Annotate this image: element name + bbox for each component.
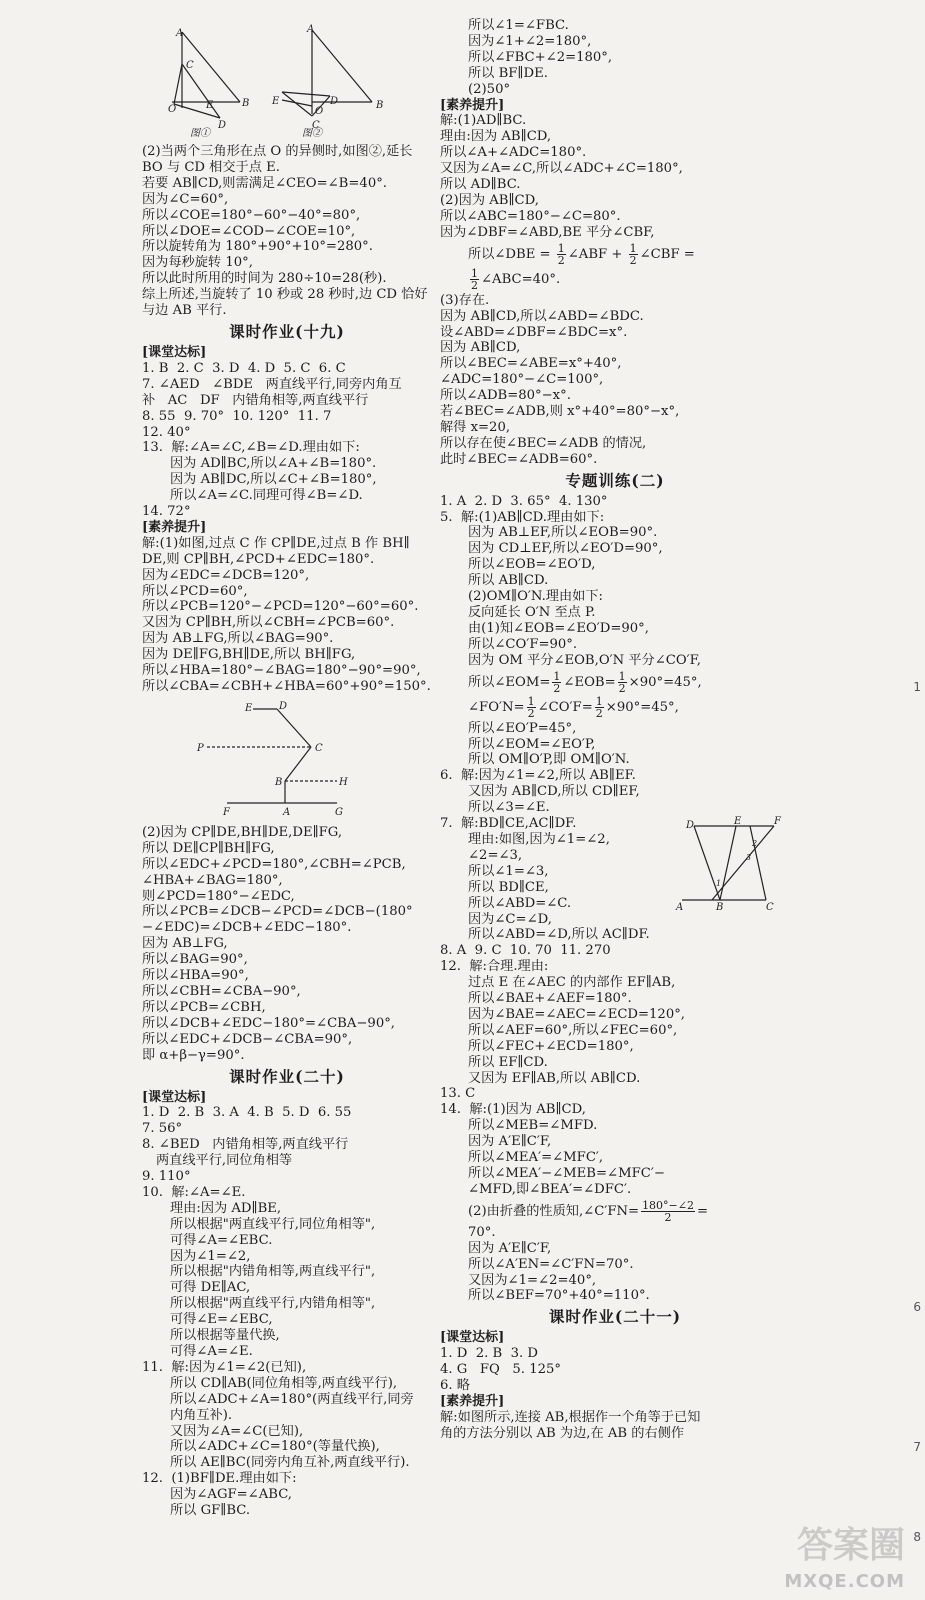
text-line: 解:(1)AD∥BC.: [440, 113, 527, 129]
text-line: 因为 AD∥BC,所以∠A+∠B=180°.: [170, 456, 377, 472]
text-line: 理由:因为 AB∥CD,: [440, 129, 552, 145]
text-line: 所以∠1=∠3,: [468, 863, 549, 879]
text-line: 12. (1)BF∥DE.理由如下:: [142, 1471, 297, 1487]
text-line: 因为∠C=60°,: [142, 191, 229, 207]
figure-label: 1: [716, 879, 722, 889]
text-line: (2)因为 AB∥CD,: [440, 192, 539, 208]
text-line: 若要 AB∥CD,则需满足∠CEO=∠B=40°.: [142, 175, 387, 191]
q7-block: [440, 816, 790, 927]
text-line: 因为 DE∥FG,BH∥DE,所以 BH∥FG,: [142, 647, 356, 663]
text: ×90°=45°,: [605, 699, 679, 715]
section-tag: [素养提升]: [440, 97, 505, 113]
text-line: 所以∠HBA=90°,: [142, 968, 249, 984]
denominator: 2: [664, 1210, 672, 1223]
figure-line: [174, 64, 182, 104]
figure-label: C: [312, 120, 320, 131]
text-line: 所以∠CO′F=90°.: [468, 636, 578, 652]
figure-label: A: [676, 902, 684, 913]
text-line: 所以∠EOM=∠EO′P,: [468, 736, 596, 752]
text-line: 因为∠C=∠D,: [468, 911, 552, 927]
text-line: BO 与 CD 相交于点 E.: [142, 159, 280, 175]
text-line: 所以 AB∥CD.: [468, 573, 549, 589]
text-line: 所以∠ADC+∠C=180°(等量代换),: [170, 1439, 380, 1455]
fraction: [470, 268, 479, 291]
figure-label: O: [168, 104, 177, 115]
text-line: 所以 BD∥CE,: [468, 879, 549, 895]
text-line: 又因为 EF∥AB,所以 AB∥CD.: [468, 1070, 641, 1086]
text-line: 可得 DE∥AC,: [170, 1280, 251, 1296]
figure-line: [282, 92, 330, 96]
text-line: 所以∠ADC+∠A=180°(两直线平行,同旁: [170, 1391, 414, 1407]
section-tag: [素养提升]: [142, 519, 207, 535]
text-line: ∠2=∠3,: [468, 847, 523, 863]
text-line: 13. 解:∠A=∠C,∠B=∠D.理由如下:: [142, 440, 360, 456]
watermark-text: 答案圈: [796, 1525, 905, 1566]
text-line: 又因为∠A=∠C,所以∠ADC+∠C=180°,: [440, 161, 683, 177]
text-line: 理由:如图,因为∠1=∠2,: [468, 831, 610, 847]
figure-label: B: [275, 776, 283, 788]
figure-label: B: [376, 100, 384, 111]
text-line: 所以 GF∥BC.: [170, 1503, 251, 1519]
text-line: 14. 解:(1)因为 AB∥CD,: [440, 1102, 586, 1118]
figure-label: E: [272, 96, 280, 107]
edge-char: 1: [913, 680, 921, 694]
text-line: 所以∠A=∠C.同理可得∠B=∠D.: [170, 488, 363, 504]
text-line: 所以∠ABD=∠C.: [468, 895, 572, 911]
text-line: 所以∠PCB=120°−∠PCD=120°−60°=60°.: [142, 599, 419, 615]
text-line: 可得∠A=∠E.: [170, 1344, 253, 1359]
text-line: 所以∠ABC=180°−∠C=80°.: [440, 208, 621, 224]
section-title: 专题训练(二): [565, 470, 665, 490]
text-line: 即 α+β−γ=90°.: [142, 1047, 245, 1063]
text-line: 4. G FQ 5. 125°: [440, 1362, 561, 1378]
text: ∠CBF =: [639, 246, 695, 262]
text-line: 角的方法分别以 AB 为边,在 AB 的右侧作: [440, 1425, 685, 1441]
figure-line: [750, 826, 766, 900]
text: ∠ABF +: [567, 246, 627, 262]
text-line: 由(1)知∠EOB=∠EO′D=90°,: [468, 620, 649, 636]
text: ∠ABC=40°.: [481, 271, 561, 287]
text: =: [697, 1203, 709, 1219]
figure-label: D: [279, 700, 288, 712]
numerator: 180°−∠2: [642, 1199, 694, 1212]
text-line: 又因为 CP∥BH,所以∠CBH=∠PCB=60°.: [142, 615, 395, 631]
edge-char: 7: [913, 1440, 921, 1454]
fraction: [595, 696, 604, 719]
text-line: 所以 AE∥BC(同旁内角互补,两直线平行).: [170, 1455, 410, 1471]
text-line: 两直线平行,同位角相等: [156, 1153, 293, 1169]
text-line: 因为 CD⊥EF,所以∠EO′D=90°,: [468, 541, 663, 557]
text-line: (2)OM∥O′N.理由如下:: [468, 589, 603, 605]
figure-label: D: [218, 120, 227, 131]
denominator: 2: [629, 253, 637, 266]
text-line: 所以∠EDC+∠PCD=180°,∠CBH=∠PCB,: [142, 856, 406, 872]
text-line: 所以∠PCB=∠CBH,: [142, 999, 266, 1015]
figure-label: 图①: [190, 128, 210, 139]
formula-line: [440, 671, 790, 694]
text-line: 因为 AB∥CD,: [440, 340, 521, 356]
text-line: 所以∠HBA=180°−∠BAG=180°−90°=90°,: [142, 663, 421, 679]
figure-line: [282, 92, 312, 116]
text-line: 1. B 2. C 3. D 4. D 5. C 6. C: [142, 360, 346, 376]
figure-label: C: [315, 742, 323, 754]
text-line: 所以 OM∥O′P,即 OM∥O′N.: [468, 752, 630, 768]
denominator: 2: [618, 681, 626, 694]
figure-label: P: [197, 742, 204, 754]
text: ∠EOB=: [563, 674, 616, 690]
text-line: 因为∠AGF=∠ABC,: [170, 1487, 293, 1503]
text-line: 6. 略: [440, 1378, 470, 1394]
fraction: [557, 243, 566, 266]
text-line: 所以根据"两直线平行,内错角相等",: [170, 1296, 376, 1312]
text-line: 所以∠CBH=∠CBA−90°,: [142, 983, 301, 999]
section-title: 课时作业(二十一): [548, 1307, 682, 1327]
text-line: 因为每秒旋转 10°,: [142, 255, 253, 271]
text-line: 补 AC DF 内错角相等,两直线平行: [142, 392, 369, 408]
text-line: 因为∠EDC=∠DCB=120°,: [142, 567, 310, 583]
figure-label: A: [176, 28, 184, 39]
text-line: 1. D 2. B 3. D: [440, 1346, 538, 1362]
denominator: 2: [553, 681, 561, 694]
text: ∠FO′N=: [468, 699, 525, 715]
text-line: 1. D 2. B 3. A 4. B 5. D 6. 55: [142, 1105, 352, 1121]
text-line: 解:如图所示,连接 AB,根据作一个角等于已知: [440, 1409, 701, 1425]
text-line: 设∠ABD=∠DBF=∠BDC=x°.: [440, 324, 628, 340]
text-line: 反向延长 O′N 至点 P.: [468, 605, 596, 620]
text-line: 所以 DE∥CP∥BH∥FG,: [142, 840, 275, 856]
numerator: 1: [471, 267, 478, 280]
text-line: 所以存在使∠BEC=∠ADB 的情况,: [440, 435, 647, 451]
text: 所以∠DBE =: [468, 246, 555, 262]
text-line: (2)因为 CP∥DE,BH∥DE,DE∥FG,: [142, 824, 343, 840]
text-line: 若∠BEC=∠ADB,则 x°+40°=80°−x°,: [440, 404, 680, 420]
text-line: 所以根据"内错角相等,两直线平行",: [170, 1264, 376, 1280]
text-line: ∠ADC=180°−∠C=100°,: [440, 372, 604, 388]
text-line: 理由:因为 AD∥BE,: [170, 1200, 282, 1216]
fraction: [641, 1200, 695, 1223]
text: 所以∠EOM=: [468, 674, 551, 690]
text-line: 因为 AB∥DC,所以∠C+∠B=180°,: [170, 472, 377, 488]
text-line: 所以旋转角为 180°+90°+10°=280°.: [142, 239, 373, 255]
text-line: 7. ∠AED ∠BDE 两直线平行,同旁内角互: [142, 376, 402, 392]
text-line: 9. 110°: [142, 1169, 191, 1185]
text: ×90°=45°,: [628, 674, 702, 690]
text-line: 又因为∠1=∠2=40°,: [468, 1272, 597, 1288]
text-line: 综上所述,当旋转了 10 秒或 28 秒时,边 CD 恰好: [142, 287, 428, 303]
figure-line: [720, 826, 736, 900]
text-line: 所以∠BEC=∠ABE=x°+40°,: [440, 356, 622, 372]
denominator: 2: [595, 706, 603, 719]
figure-label: D: [686, 820, 695, 832]
section-tag: [课堂达标]: [142, 1089, 207, 1105]
figure-label: A: [307, 24, 315, 35]
text-line: 因为 AB⊥FG,: [142, 936, 228, 952]
text-line: (2)50°: [468, 81, 511, 97]
text-line: 因为 OM 平分∠EOB,O′N 平分∠CO′F,: [468, 652, 701, 668]
text-line: 7. 解:BD∥CE,AC∥DF.: [440, 816, 577, 832]
text-line: 因为∠DBF=∠ABD,BE 平分∠CBF,: [440, 224, 655, 240]
denominator: 2: [471, 278, 478, 291]
text-line: 可得∠A=∠EBC.: [170, 1232, 273, 1248]
text-line: 所以根据等量代换,: [170, 1328, 280, 1344]
numerator: 1: [595, 695, 603, 708]
text-line: 12. 解:合理.理由:: [440, 959, 549, 975]
text-line: 14. 72°: [142, 504, 191, 520]
text-line: 所以∠EDC+∠DCB−∠CBA=90°,: [142, 1031, 353, 1047]
figure-label: C: [186, 60, 194, 71]
text-line: 12. 40°: [142, 424, 191, 440]
figure-label: C: [766, 902, 774, 913]
figure-label: D: [330, 96, 339, 107]
denominator: 2: [527, 706, 535, 719]
text-line: 所以∠A+∠ADC=180°.: [440, 145, 587, 161]
fraction: [552, 671, 561, 694]
text-line: 7. 56°: [142, 1121, 183, 1137]
edge-char: 8: [913, 1530, 921, 1544]
section-title: 课时作业(十九): [229, 321, 345, 341]
section-tag: [课堂达标]: [142, 344, 207, 360]
figure-label: E: [245, 702, 253, 714]
figure-label: E: [206, 100, 214, 111]
text-line: 因为 AB∥CD,所以∠ABD=∠BDC.: [440, 308, 644, 324]
right-column: [440, 18, 790, 1442]
figure-label: F: [774, 816, 781, 828]
text-line: 5. 解:(1)AB∥CD.理由如下:: [440, 509, 605, 525]
numerator: 1: [618, 670, 626, 683]
fraction: [527, 696, 536, 719]
text-line: (2)当两个三角形在点 O 的异侧时,如图②,延长: [142, 144, 413, 159]
figure-line: [312, 30, 372, 102]
numerator: 1: [557, 242, 565, 255]
numerator: 1: [629, 242, 637, 255]
figure-line: [285, 747, 311, 781]
text-line: 因为∠1=∠2,: [170, 1248, 251, 1264]
figure-label: B: [242, 98, 250, 109]
figure-label: 3: [746, 853, 752, 863]
text: ∠CO′F=: [537, 699, 593, 715]
text-line: 所以∠BAE+∠AEF=180°.: [468, 991, 632, 1007]
figure-line: [282, 100, 312, 106]
figure-q7: [674, 816, 784, 912]
text-line: 所以∠FEC+∠ECD=180°,: [468, 1038, 634, 1054]
figure-label: 图②: [302, 128, 322, 139]
text-line: 所以此时所用的时间为 280÷10=28(秒).: [142, 271, 387, 287]
formula-line: [440, 268, 790, 291]
text-line: 则∠PCD=180°−∠EDC,: [142, 888, 295, 904]
text-line: 11. 解:因为∠1=∠2(已知),: [142, 1359, 307, 1375]
figure-line: [694, 826, 720, 900]
figure-label: 2: [752, 839, 758, 849]
text-line: 所以∠MEB=∠MFD.: [468, 1118, 598, 1134]
text-line: 因为 AB⊥EF,所以∠EOB=90°.: [468, 525, 658, 541]
figure-label: F: [223, 806, 230, 818]
text-line: 8. A 9. C 10. 70 11. 270: [440, 943, 611, 959]
text-line: 此时∠BEC=∠ADB=60°.: [440, 451, 598, 467]
text-line: 所以∠ADB=80°−x°.: [440, 388, 571, 404]
text: (2)由折叠的性质知,∠C′FN=: [468, 1203, 640, 1219]
left-column: [142, 18, 432, 1519]
figure-label: H: [339, 776, 348, 788]
text-line: 所以 CD∥AB(同位角相等,两直线平行),: [170, 1375, 398, 1391]
figure-label: O: [315, 106, 324, 117]
section-tag: [课堂达标]: [440, 1330, 505, 1346]
text-line: 过点 E 在∠AEC 的内部作 EF∥AB,: [468, 975, 676, 991]
text-line: 所以∠AEF=60°,所以∠FEC=60°,: [468, 1022, 678, 1038]
text-line: 所以∠FBC+∠2=180°,: [468, 49, 613, 65]
figure-label: B: [716, 902, 724, 913]
text-line: 所以 EF∥CD.: [468, 1054, 548, 1070]
text-line: 因为 A′E∥C′F,: [468, 1240, 552, 1256]
text-line: ∠MFD,即∠BEA′=∠DFC′.: [468, 1181, 632, 1197]
text-line: 1. A 2. D 3. 65° 4. 130°: [440, 493, 608, 509]
text-line: 所以∠MEA′−∠MEB=∠MFC′−: [468, 1166, 665, 1181]
text-line: 所以∠PCD=60°,: [142, 583, 248, 599]
formula-line: [440, 1200, 790, 1223]
text-line: 又因为∠A=∠C(已知),: [170, 1423, 304, 1439]
text-line: 解:(1)如图,过点 C 作 CP∥DE,过点 B 作 BH∥: [142, 535, 410, 551]
text-line: −∠EDC)=∠DCB+∠EDC−180°.: [142, 920, 352, 936]
text-line: 所以根据"两直线平行,同位角相等",: [170, 1216, 376, 1232]
text-line: 13. C: [440, 1086, 476, 1102]
figure-label: E: [734, 816, 742, 828]
text-line: 6. 解:因为∠1=∠2,所以 AB∥EF.: [440, 768, 636, 784]
section-tag: [素养提升]: [440, 1393, 505, 1409]
text-line: (3)存在.: [440, 292, 490, 308]
numerator: 1: [553, 670, 561, 683]
section-title: 课时作业(二十): [229, 1066, 345, 1086]
figure-triangles-1-2: [162, 22, 412, 140]
figure-line: [182, 64, 220, 118]
text-line: 所以∠PCB=∠DCB−∠PCD=∠DCB−(180°: [142, 904, 413, 920]
figure-line: [712, 826, 774, 900]
formula-line: [440, 243, 790, 266]
numerator: 1: [527, 695, 535, 708]
text-line: 所以∠COE=180°−60°−40°=80°,: [142, 207, 361, 223]
fraction: [629, 243, 638, 266]
text-line: 8. 55 9. 70° 10. 120° 11. 7: [142, 408, 332, 424]
text-line: DE,则 CP∥BH,∠PCD+∠EDC=180°.: [142, 551, 375, 567]
figure-label: A: [283, 806, 291, 818]
text-line: 内角互补).: [170, 1407, 233, 1423]
text-line: 10. 解:∠A=∠E.: [142, 1184, 246, 1200]
text-line: 因为∠BAE=∠AEC=∠ECD=120°,: [468, 1006, 686, 1022]
figure-label: G: [335, 806, 343, 818]
text-line: 因为 A′E∥C′F,: [468, 1134, 552, 1150]
text-line: 所以∠DOE=∠COD−∠COE=10°,: [142, 223, 356, 239]
text-line: 所以∠DCB+∠EDC−180°=∠CBA−90°,: [142, 1015, 396, 1031]
text-line: 又因为 AB∥CD,所以 CD∥EF,: [468, 784, 640, 800]
text-line: 因为 AB⊥FG,所以∠BAG=90°.: [142, 631, 334, 647]
denominator: 2: [557, 253, 565, 266]
text-line: 所以∠MEA′=∠MFC′,: [468, 1150, 604, 1166]
text-line: 所以∠BEF=70°+40°=110°.: [468, 1288, 650, 1304]
formula-line: [440, 696, 790, 719]
text-line: 8. ∠BED 内错角相等,两直线平行: [142, 1137, 349, 1153]
text-line: 解得 x=20,: [440, 419, 511, 435]
text-line: 所以∠ABD=∠D,所以 AC∥DF.: [468, 927, 650, 943]
text-line: 可得∠E=∠EBC,: [170, 1312, 273, 1328]
text-line: 所以 AD∥BC.: [440, 177, 521, 193]
text-line: 所以∠EOB=∠EO′D,: [468, 557, 596, 573]
text-line: 所以∠A′EN=∠C′FN=70°.: [468, 1256, 634, 1272]
text-line: 所以 BF∥DE.: [468, 65, 548, 81]
figure-parallel-lines: [187, 699, 387, 821]
text-line: ∠HBA+∠BAG=180°,: [142, 872, 283, 888]
text-line: 所以∠BAG=90°,: [142, 952, 248, 968]
watermark-url: MXQE.COM: [784, 1571, 905, 1592]
text-line: 所以∠1=∠FBC.: [468, 18, 569, 33]
text-line: 与边 AB 平行.: [142, 303, 227, 319]
figure-line: [277, 709, 311, 747]
text-line: 所以∠EO′P=45°,: [468, 720, 577, 736]
edge-char: 6: [913, 1300, 921, 1314]
text-line: 70°.: [468, 1224, 496, 1240]
watermark-logo: [745, 1506, 905, 1592]
text-line: 因为∠1+∠2=180°,: [468, 33, 592, 49]
text-line: 所以∠CBA=∠CBH+∠HBA=60°+90°=150°.: [142, 679, 431, 694]
fraction: [618, 671, 627, 694]
text-line: 所以∠3=∠E.: [468, 800, 550, 816]
